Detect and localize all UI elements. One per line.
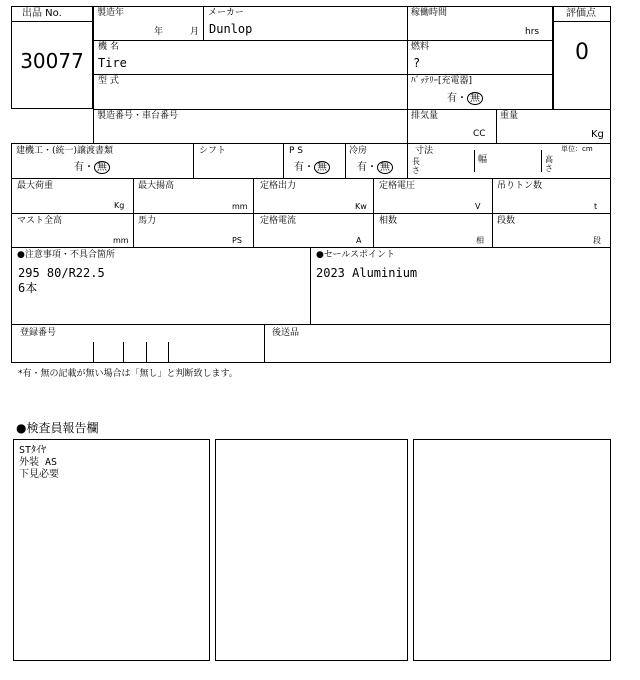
ps-yes: 有 bbox=[294, 162, 304, 173]
rated-current-unit: A bbox=[356, 236, 362, 245]
hoist-tons-label: 吊りトン数 bbox=[497, 181, 543, 191]
dimensions-unit: 単位：cm bbox=[561, 145, 593, 153]
transfer-no-circled: 無 bbox=[94, 161, 110, 174]
cooler-no-circled: 無 bbox=[377, 161, 393, 174]
selling-points-label: ●セールスポイント bbox=[316, 250, 396, 260]
registration-label: 登録番号 bbox=[20, 328, 57, 338]
cooler-label: 冷房 bbox=[349, 146, 368, 156]
mast-height-label: マスト全高 bbox=[17, 216, 63, 226]
max-lift-label: 最大揚高 bbox=[138, 181, 175, 191]
horsepower-label: 馬力 bbox=[138, 216, 157, 226]
weight-unit: Kg bbox=[591, 129, 604, 140]
horsepower-unit: PS bbox=[232, 236, 242, 245]
footnote: *有・無の記載が無い場合は「無し」と判断致します。 bbox=[18, 369, 238, 379]
rated-voltage-label: 定格電圧 bbox=[379, 181, 416, 191]
rating-value: 0 bbox=[575, 40, 589, 65]
battery-no-circled: 無 bbox=[467, 92, 483, 105]
report-title: ●検査員報告欄 bbox=[16, 421, 99, 435]
transfer-options: 有・ 無 bbox=[74, 161, 110, 174]
max-lift-unit: mm bbox=[232, 202, 248, 211]
cooler-options: 有・ 無 bbox=[357, 161, 393, 174]
year-nen: 年 bbox=[154, 27, 164, 37]
lot-number-label: 出品 No. bbox=[22, 8, 62, 19]
weight-label: 重量 bbox=[500, 111, 519, 121]
year-tsuki: 月 bbox=[190, 27, 200, 37]
phases-unit: 相 bbox=[476, 236, 484, 245]
year-label: 製造年 bbox=[97, 8, 125, 18]
defects-label: ●注意事項・不具合箇所 bbox=[17, 250, 115, 260]
report-box-2 bbox=[215, 439, 408, 661]
ps-options: 有・ 無 bbox=[294, 161, 330, 174]
displacement-label: 排気量 bbox=[411, 111, 439, 121]
mast-height-unit: mm bbox=[113, 236, 129, 245]
rated-output-unit: Kw bbox=[355, 202, 367, 211]
report-box-3 bbox=[413, 439, 611, 661]
defects-line2: 6本 bbox=[18, 281, 38, 295]
hours-unit: hrs bbox=[525, 27, 540, 37]
max-load-label: 最大荷重 bbox=[17, 181, 54, 191]
ps-label: P S bbox=[289, 146, 304, 156]
report-line2: 外装 AS bbox=[19, 457, 58, 468]
stages-unit: 段 bbox=[593, 236, 601, 245]
maker-value: Dunlop bbox=[209, 22, 253, 36]
dim-width-label: 幅 bbox=[478, 155, 488, 165]
hours-label: 稼働時間 bbox=[411, 8, 448, 18]
lot-number-value: 30077 bbox=[20, 49, 84, 73]
selling-points-line1: 2023 Aluminium bbox=[316, 266, 418, 280]
fuel-value: ? bbox=[413, 56, 421, 70]
followup-label: 後送品 bbox=[272, 328, 300, 338]
shift-label: シフト bbox=[199, 146, 227, 156]
model-name-value: Tire bbox=[98, 56, 127, 70]
hoist-tons-unit: t bbox=[594, 202, 598, 211]
battery-label: ﾊﾞｯﾃﾘｰ[充電器] bbox=[411, 76, 473, 86]
defects-line1: 295 80/R22.5 bbox=[18, 266, 105, 280]
rated-voltage-unit: V bbox=[475, 202, 481, 211]
fuel-label: 燃料 bbox=[411, 42, 430, 52]
displacement-unit: CC bbox=[473, 129, 486, 139]
dim-length-label: 長さ bbox=[412, 157, 420, 175]
transfer-yes: 有 bbox=[74, 162, 84, 173]
type-label: 型 式 bbox=[98, 76, 119, 86]
dim-height-label: 高さ bbox=[545, 155, 553, 173]
rated-current-label: 定格電流 bbox=[260, 216, 297, 226]
report-line3: 下見必要 bbox=[19, 469, 59, 480]
serial-label: 製造番号・車台番号 bbox=[97, 111, 179, 121]
maker-label: メーカー bbox=[208, 8, 244, 18]
dimensions-label: 寸法 bbox=[415, 146, 434, 156]
rated-output-label: 定格出力 bbox=[260, 181, 297, 191]
cooler-yes: 有 bbox=[357, 162, 367, 173]
battery-options: 有・ 無 bbox=[447, 92, 483, 105]
phases-label: 相数 bbox=[379, 216, 398, 226]
max-load-unit: Kg bbox=[114, 201, 125, 210]
report-line1: STﾀｲﾔ bbox=[19, 445, 47, 456]
model-name-label: 機 名 bbox=[98, 42, 119, 52]
transfer-label: 建機工・(統一)譲渡書類 bbox=[16, 146, 114, 156]
ps-no-circled: 無 bbox=[314, 161, 330, 174]
rating-label: 評価点 bbox=[566, 8, 596, 19]
stages-label: 段数 bbox=[497, 216, 516, 226]
battery-yes: 有 bbox=[447, 93, 457, 104]
